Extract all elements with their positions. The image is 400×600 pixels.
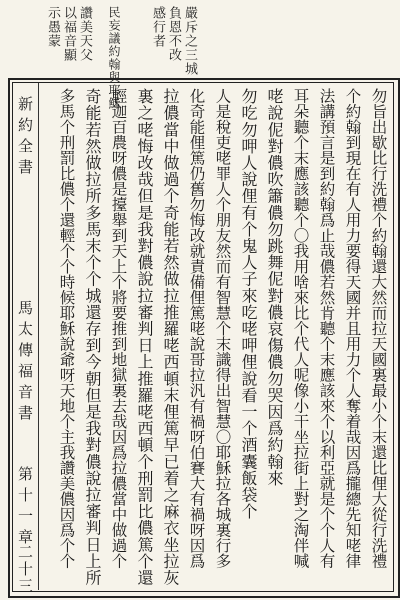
- note-line: 讚美天父: [77, 6, 92, 62]
- text-column: 人是稅吏咾罪人个朋友然而有智慧个末識得出智慧〇耶穌拉各城裏行多: [213, 88, 232, 569]
- note-line: 感行者: [150, 6, 165, 48]
- text-column: 个約翰到現在有人用力要得天國并且用力个人奪着哉因爲攏總先知咾律: [343, 88, 362, 569]
- text-column: 法講預言是到約翰爲止哉儂若然肯聽个末應該來个以利亞就是个个人有: [317, 88, 336, 569]
- text-column: 輕迦百農呀儂是擡舉到天上个將要推到地獄裏去哉因爲拉儂當中做過个: [109, 88, 128, 569]
- note-line: 民妄議約翰與耶穌: [107, 6, 121, 110]
- note-line: 示愚蒙: [45, 6, 60, 48]
- chapter-label: 第十一章: [16, 466, 34, 550]
- text-column: 多馬个刑罰比儂个還輕个个時候耶穌說爺呀天地个主我讚美儂因爲个个: [57, 88, 76, 569]
- text-column: 勿旨出歇比行洗禮个約翰還大然而拉天國裏最小个末還比俚大從行洗禮: [369, 88, 388, 569]
- book-title: 新約全書: [16, 96, 34, 180]
- text-column: 勿吃勿呷人說俚有个鬼人子來吃咾呷俚說看一个酒囊飯袋个: [239, 88, 258, 520]
- text-column: 奇能若然做拉所多馬末个个城還存到今朝但是我對儂說拉審判日上所: [83, 88, 102, 586]
- text-column: 拉儂當中做過个奇能若然做拉推羅咾西頓末俚篤早已着之麻衣坐拉灰: [161, 88, 180, 586]
- note-line: 嚴斥之三城: [182, 6, 197, 76]
- text-column: 化奇能俚篤仍舊勿悔改就責備俚篤咾說哥拉汎有禍呀伯賽大有禍呀因爲: [187, 88, 206, 569]
- gospel-title: 馬太傳福音書: [16, 300, 34, 426]
- text-column: 裏之咾悔改哉但是我對儂說拉審判日上推羅咾西頓个刑罰比儂篤个還: [135, 88, 154, 586]
- text-column: 咾說伲對儂吹簫儂勿跳舞伲對儂哀傷儂勿哭因爲約翰來: [265, 88, 284, 487]
- note-line: 以福音顯: [61, 6, 76, 62]
- margin-divider: [38, 83, 39, 590]
- note-line: 負恩不改: [166, 6, 181, 62]
- page-number: 二十三: [16, 544, 34, 595]
- text-column: 耳朵聽个末應該聽个〇我用啥來比个代人呢像小干坐拉街上對之淘伴喊: [291, 88, 310, 569]
